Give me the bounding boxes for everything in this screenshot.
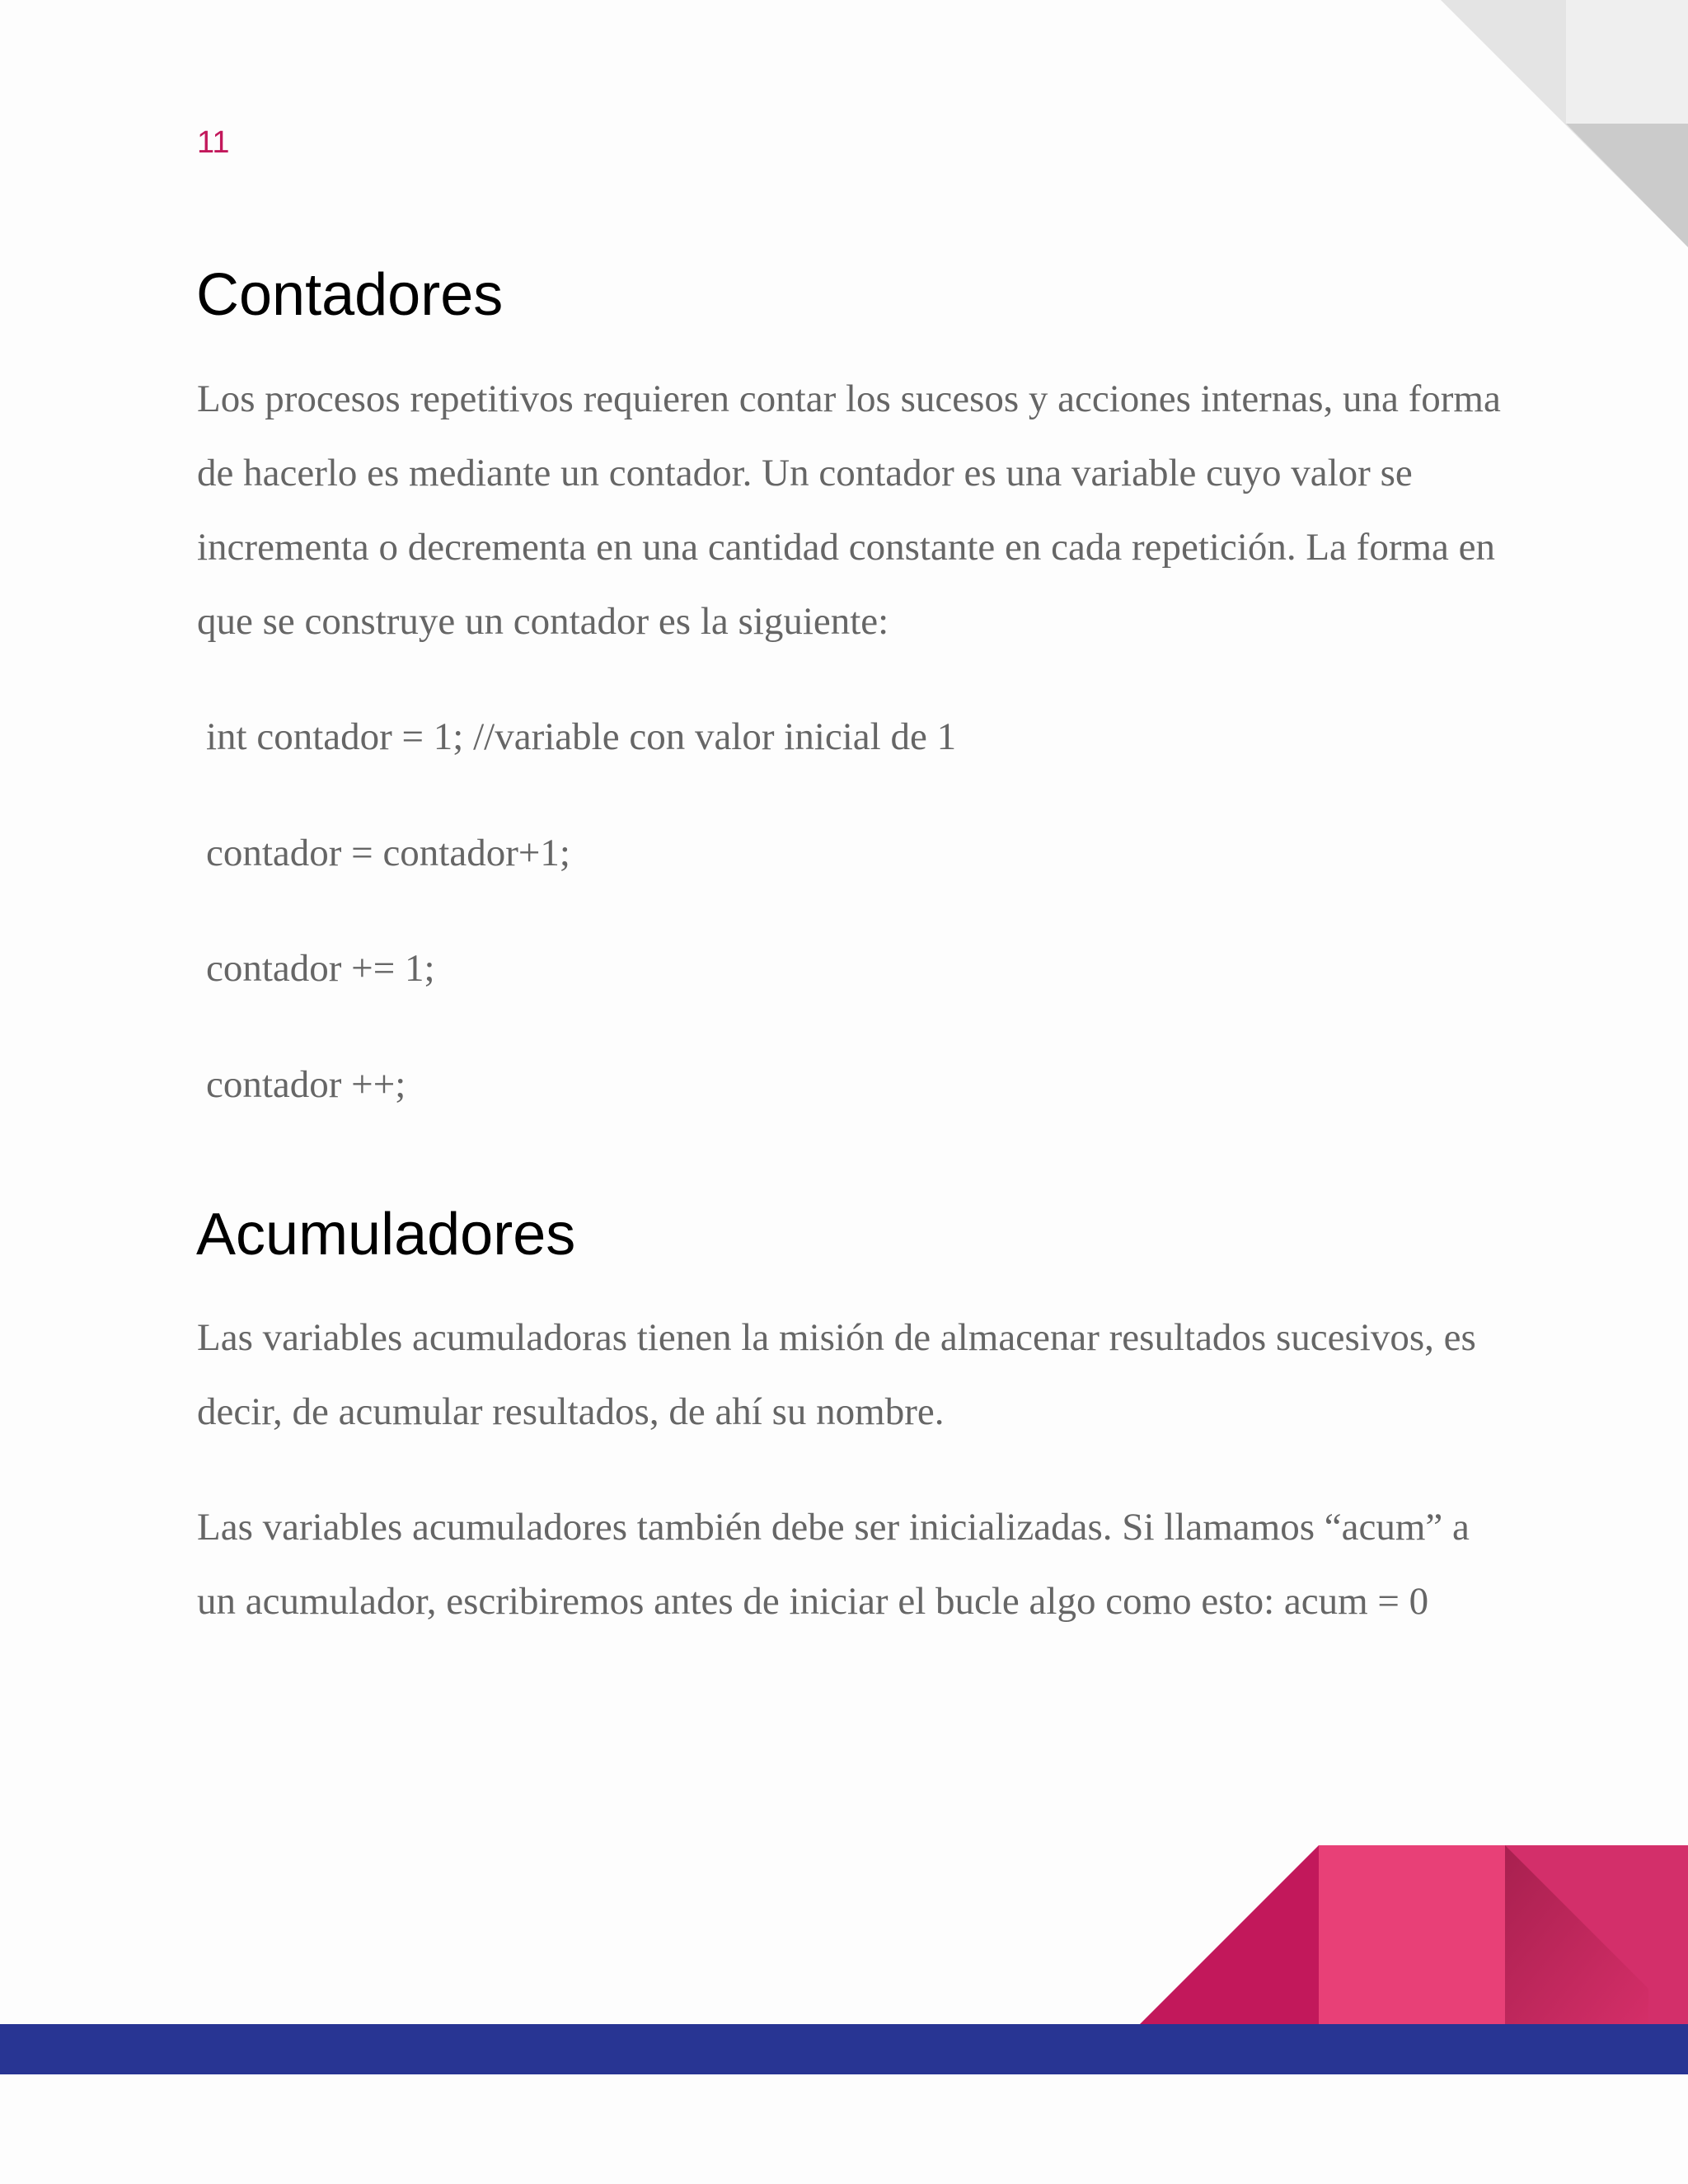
footer-band — [0, 2024, 1688, 2074]
code-line: contador += 1; — [206, 947, 435, 990]
code-line: contador = contador+1; — [206, 832, 570, 874]
paragraph-acumuladores-1: Las variables acumuladoras tienen la misión de almacenar resultados sucesivos, es decir, de acumular resultados, de ahí su nombre. — [197, 1316, 1476, 1433]
footer-pink-block — [1319, 1845, 1505, 2024]
footer-triangle — [1140, 1845, 1319, 2024]
paragraph-acumuladores-2: Las variables acumuladores también debe ser inicializadas. Si llamamos “acum” a un acumulador, escribiremos antes de iniciar el bucle algo como esto: acum = 0 — [197, 1506, 1470, 1623]
paragraph-contadores: Los procesos repetitivos requieren contar los sucesos y acciones internas, una forma de hacerlo es mediante un contador. Un contador es una variable cuyo valor se incrementa o decrementa en una cantidad constante en cada repetición. La forma en que se construye un contador es la siguiente: — [197, 377, 1501, 643]
code-line: int contador = 1; //variable con valor inicial de 1 — [206, 715, 957, 758]
heading-acumuladores: Acumuladores — [196, 1202, 576, 1268]
heading-contadores: Contadores — [196, 262, 504, 328]
page-number: 11 — [197, 125, 230, 160]
code-line: contador ++; — [206, 1063, 406, 1106]
